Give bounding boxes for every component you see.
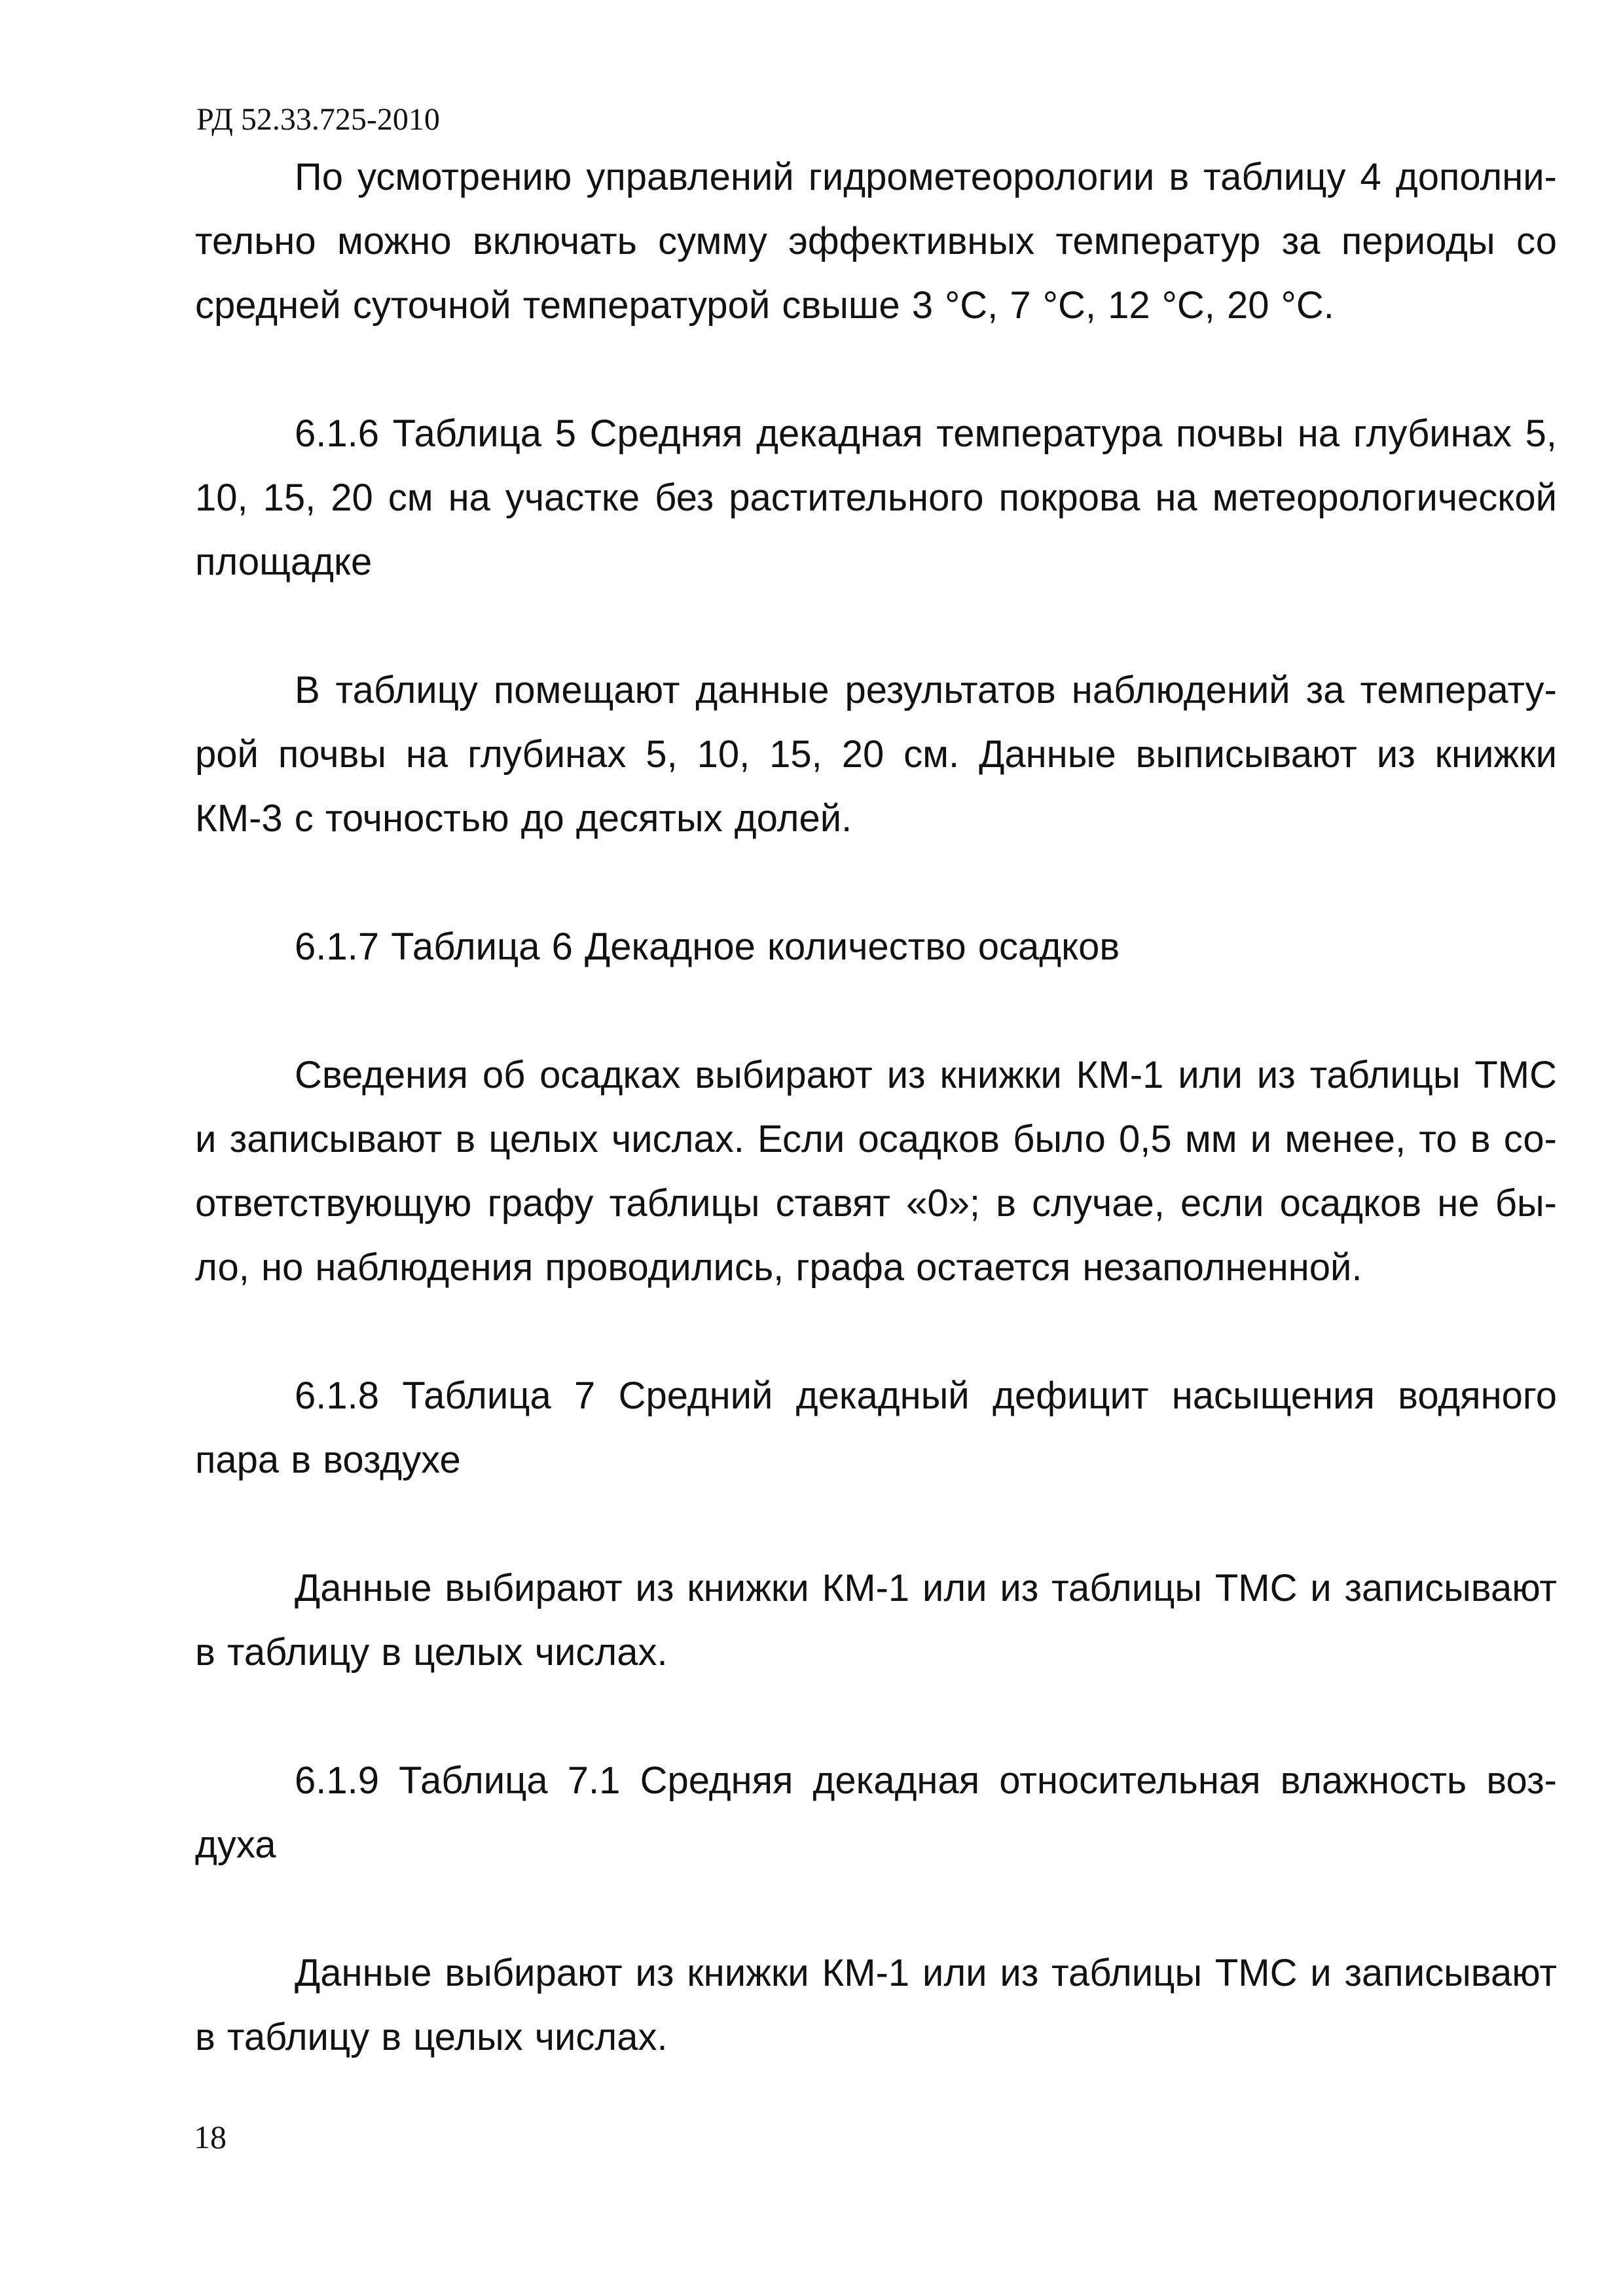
paragraph-relative-humidity-data: Данные выбирают из книжки КМ-1 или из таблицы ТМС и записывают в таблицу в целых числах. bbox=[195, 1952, 1557, 2058]
section-heading-6-1-9: 6.1.9 Таблица 7.1 Средняя декадная относительная влажность воздуха bbox=[195, 1759, 1557, 1866]
section-heading-6-1-7: 6.1.7 Таблица 6 Декадное количество осадков bbox=[295, 925, 1120, 968]
paragraph-precipitation-data: Сведения об осадках выбирают из книжки КМ-1 или из таблицы ТМС и записывают в целых числах. Если осадков было 0,5 мм и менее, то в соответствующую графу таблицы ставят «0»; в случае, если осадков не было, но наблюдения проводились, графа остается незаполненной. bbox=[195, 1054, 1557, 1289]
section-heading-6-1-8: 6.1.8 Таблица 7 Средний декадный дефицит насыщения водяного пара в воздухе bbox=[195, 1374, 1557, 1481]
paragraph-effective-temperatures: По усмотрению управлений гидрометеорологии в таблицу 4 дополнительно можно включать сумму эффективных температур за периоды со средней суточной температурой свыше 3 °С, 7 °С, 12 °С, 20 °С. bbox=[195, 156, 1557, 327]
document-body bbox=[195, 145, 1557, 2070]
document-header-code: РД 52.33.725-2010 bbox=[196, 102, 440, 137]
page-number: 18 bbox=[194, 2119, 227, 2155]
paragraph-saturation-deficit-data: Данные выбирают из книжки КМ-1 или из таблицы ТМС и записывают в таблицу в целых числах. bbox=[195, 1567, 1557, 1674]
paragraph-soil-temperature-data: В таблицу помещают данные результатов наблюдений за температурой почвы на глубинах 5, 10, 15, 20 см. Данные выписывают из книжки КМ-3 с точностью до десятых долей. bbox=[195, 669, 1557, 840]
section-heading-6-1-6: 6.1.6 Таблица 5 Средняя декадная температура почвы на глубинах 5, 10, 15, 20 см на участке без растительного покрова на метеорологической площадке bbox=[195, 412, 1557, 583]
